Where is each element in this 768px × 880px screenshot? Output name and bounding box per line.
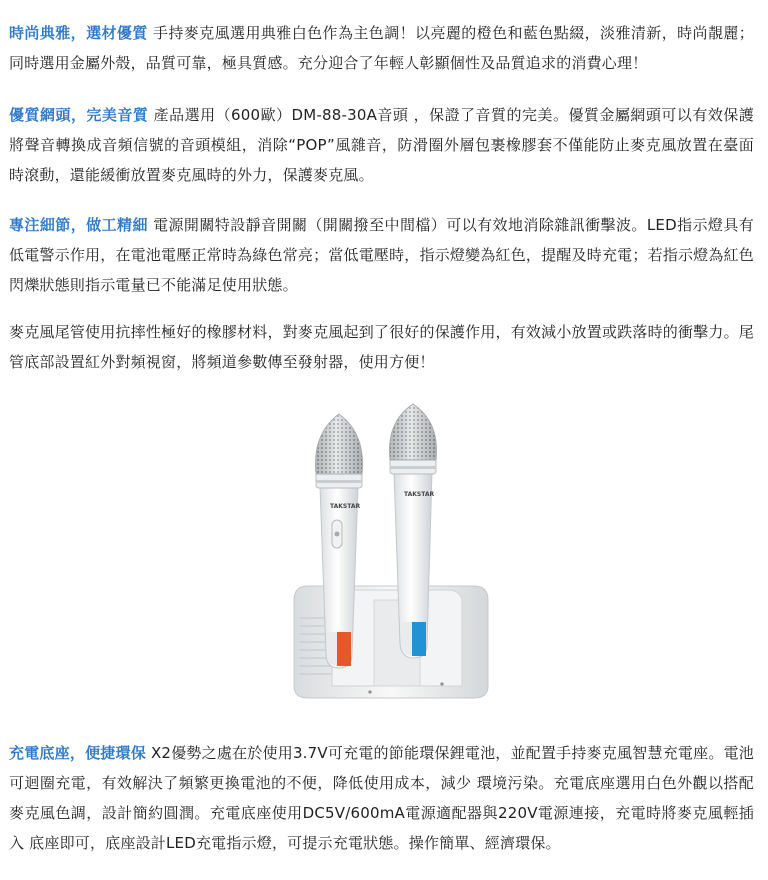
brand-label: TAKSTAR [330,503,361,510]
charging-base [294,586,488,698]
paragraph-body: 麥克風尾管使用抗摔性極好的橡膠材料，對麥克風起到了很好的保護作用，有效減小放置或跌落時的衝擊力。尾管底部設置紅外對頻視窗，將頻道參數傳至發射器，使用方便！ [9,323,754,371]
paragraph-tail-tube [9,317,754,377]
paragraph-body: 手持麥克風選用典雅白色作為主色調！以亮麗的橙色和藍色點綴，淡雅清新，時尚靚麗；同時選用金屬外殼，品質可靠，極具質感。充分迎合了年輕人彰顯個性及品質追求的消費心理！ [9,24,754,72]
paragraph-body: 電源開關特設靜音開關（開關撥至中間檔）可以有效地消除雜訊衝擊波。LED指示燈具有低電警示作用，在電池電壓正常時為綠色常亮；當低電壓時，指示燈變為紅色，提醒及時充電；若指示燈為紅色閃爍狀態則指示電量已不能滿足使用狀態。 [9,216,754,294]
brand-label: TAKSTAR [404,491,435,498]
accent-stripe-orange [337,632,351,666]
paragraph-heading: 優質網頭，完美音質 [9,106,149,124]
accent-stripe-blue [412,622,426,656]
paragraph-heading: 專注細節，做工精細 [9,216,148,234]
led-indicator [440,682,443,685]
paragraph-sound-quality [9,100,754,190]
led-indicator [368,690,371,693]
paragraph-details [9,210,754,300]
paragraph-body: 產品選用（600歐）DM-88-30A音頭 ，保證了音質的完美。優質金屬網頭可以有效保護將聲音轉換成音頻信號的音頭模組，消除“POP”風雜音，防滑圈外層包裹橡膠套不僅能防止麥克風放置在臺面時滾動，還能緩衝放置麥克風時的外力，保護麥克風。 [9,106,754,184]
paragraph-body: X2優勢之處在於使用3.7V可充電的節能環保鋰電池，並配置手持麥克風智慧充電座。電池可迴圈充電，有效解決了頻繁更換電池的不便，降低使用成本，減少 環境污染。充電底座選用白色外觀以搭配麥克風色調，設計簡約圓潤。充電底座使用DC5V/600mA電源適配器與220V電源連接，充電時將麥克風輕插入 底座即可，底座設計LED充電指示燈，可提示充電狀態。操作簡單、經濟環保。 [9,744,754,852]
microphone-charger-illustration [276,386,506,712]
paragraph-charging-base [9,738,754,858]
product-image [276,386,506,712]
paragraph-style [9,18,754,78]
paragraph-heading: 時尚典雅，選材優質 [9,24,148,42]
paragraph-heading: 充電底座，便捷環保 [9,744,146,762]
